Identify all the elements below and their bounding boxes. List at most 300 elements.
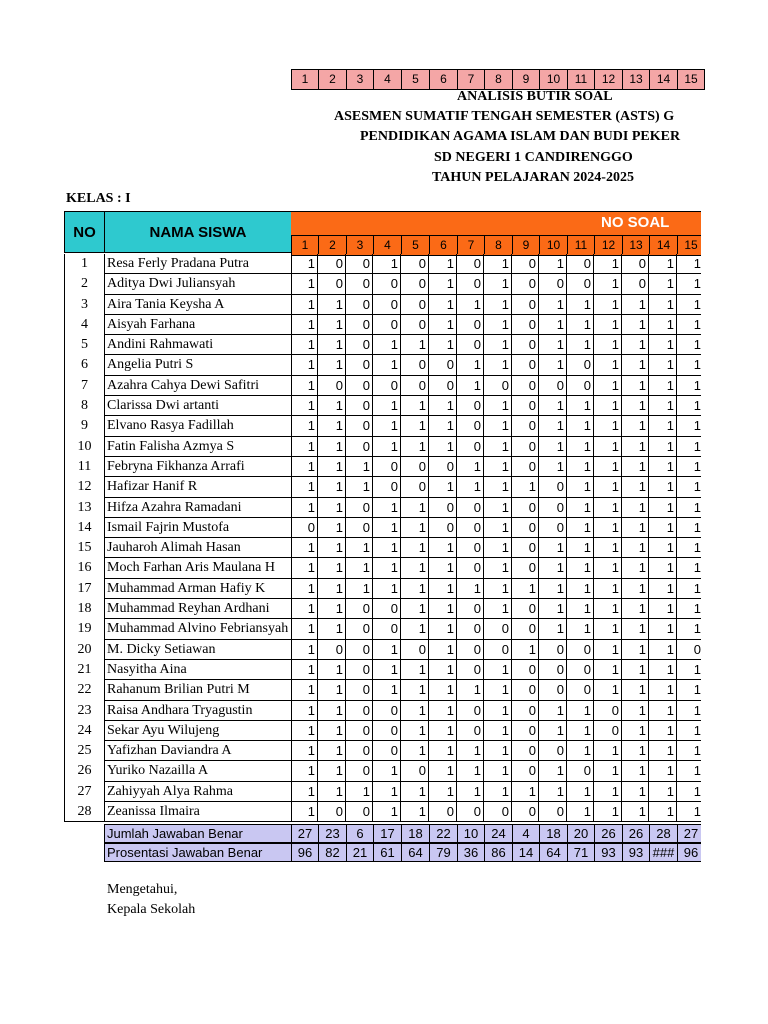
answer-score-cell: 0	[373, 477, 401, 497]
answer-score-cell: 0	[512, 660, 539, 680]
answer-score-cell: 1	[318, 498, 346, 518]
answer-score-cell: 0	[457, 619, 484, 639]
answer-score-cell: 1	[567, 437, 594, 457]
answer-score-cell: 1	[457, 741, 484, 761]
answer-score-cell: 0	[512, 538, 539, 558]
answer-score-cell: 1	[594, 315, 622, 335]
answer-score-cell: 1	[649, 802, 677, 822]
answer-score-cell: 1	[318, 457, 346, 477]
answer-score-cell: 1	[484, 457, 512, 477]
student-name: Andini Rahmawati	[105, 335, 292, 355]
answer-score-cell: 1	[318, 558, 346, 578]
answer-score-cell: 1	[649, 538, 677, 558]
answer-score-cell: 1	[567, 457, 594, 477]
answer-score-cell: 1	[622, 355, 649, 375]
answer-score-cell: 1	[567, 396, 594, 416]
answer-score-cell: 1	[373, 640, 401, 660]
question-number: 10	[540, 236, 568, 254]
answer-score-cell: 0	[373, 457, 401, 477]
answer-score-cell: 1	[484, 355, 512, 375]
answer-score-cell: 1	[594, 295, 622, 315]
top-question-number: 10	[540, 70, 568, 89]
question-number: 9	[513, 236, 540, 254]
sum-correct-cell: 4	[513, 824, 540, 843]
answer-score-cell: 1	[677, 274, 701, 294]
student-number: 26	[64, 761, 105, 781]
answer-score-cell: 0	[512, 680, 539, 700]
answer-score-cell: 1	[429, 254, 457, 274]
answer-score-cell: 0	[346, 680, 373, 700]
sum-correct-cell: 17	[374, 824, 402, 843]
answer-score-cell: 1	[539, 254, 567, 274]
answer-score-cell: 1	[291, 782, 318, 802]
answer-score-cell: 1	[567, 701, 594, 721]
answer-score-cell: 1	[318, 619, 346, 639]
answer-score-cell: 1	[291, 558, 318, 578]
answer-score-cell: 1	[318, 355, 346, 375]
answer-score-cell: 1	[567, 498, 594, 518]
answer-score-cell: 1	[429, 437, 457, 457]
answer-score-cell: 0	[373, 619, 401, 639]
answer-score-cell: 1	[622, 437, 649, 457]
answer-score-cell: 1	[677, 477, 701, 497]
answer-score-cell: 0	[484, 802, 512, 822]
answer-score-cell: 1	[539, 721, 567, 741]
answer-score-cell: 1	[677, 498, 701, 518]
doc-subtitle-school: SD NEGERI 1 CANDIRENGGO	[434, 150, 633, 165]
answer-score-cell: 0	[539, 518, 567, 538]
student-number: 8	[64, 396, 105, 416]
answer-score-cell: 1	[484, 335, 512, 355]
answer-score-cell: 0	[346, 254, 373, 274]
answer-score-cell: 1	[429, 701, 457, 721]
answer-score-cell: 1	[539, 355, 567, 375]
student-number: 20	[64, 640, 105, 660]
answer-score-cell: 1	[291, 498, 318, 518]
question-number: 8	[485, 236, 513, 254]
answer-score-cell: 1	[484, 437, 512, 457]
answer-score-cell: 1	[539, 579, 567, 599]
answer-score-cell: 1	[429, 396, 457, 416]
student-number: 24	[64, 721, 105, 741]
answer-score-cell: 1	[291, 579, 318, 599]
sum-correct-cell: 22	[430, 824, 458, 843]
percentage-cell: 36	[458, 843, 485, 862]
answer-score-cell: 1	[622, 335, 649, 355]
answer-score-cell: 0	[539, 741, 567, 761]
student-name: Muhammad Arman Hafiy K	[105, 579, 292, 599]
answer-score-cell: 0	[539, 640, 567, 660]
answer-score-cell: 1	[622, 396, 649, 416]
answer-score-cell: 1	[594, 802, 622, 822]
answer-score-cell: 0	[373, 721, 401, 741]
answer-score-cell: 0	[457, 721, 484, 741]
answer-score-cell: 0	[346, 701, 373, 721]
answer-score-cell: 1	[622, 802, 649, 822]
header-nama-siswa: NAMA SISWA	[104, 211, 292, 253]
answer-score-cell: 0	[401, 376, 429, 396]
answer-score-cell: 0	[346, 741, 373, 761]
answer-score-cell: 1	[677, 619, 701, 639]
student-number: 4	[64, 315, 105, 335]
answer-score-cell: 1	[677, 579, 701, 599]
student-name: Muhammad Alvino Febriansyah	[105, 619, 292, 639]
answer-score-cell: 1	[567, 802, 594, 822]
answer-score-cell: 1	[429, 416, 457, 436]
answer-score-cell: 1	[291, 396, 318, 416]
answer-score-cell: 1	[291, 355, 318, 375]
student-number: 9	[64, 416, 105, 436]
question-number: 5	[402, 236, 430, 254]
answer-score-cell: 1	[291, 599, 318, 619]
percentage-cell: 21	[347, 843, 374, 862]
answer-score-cell: 1	[649, 477, 677, 497]
answer-score-cell: 1	[677, 558, 701, 578]
answer-score-cell: 0	[457, 701, 484, 721]
student-number: 28	[64, 802, 105, 822]
answer-score-cell: 0	[512, 741, 539, 761]
answer-score-cell: 1	[594, 680, 622, 700]
answer-score-cell: 1	[649, 254, 677, 274]
answer-score-cell: 1	[318, 761, 346, 781]
answer-score-cell: 1	[291, 457, 318, 477]
answer-score-cell: 1	[677, 721, 701, 741]
answer-score-cell: 1	[401, 619, 429, 639]
doc-subtitle-exam: ASESMEN SUMATIF TENGAH SEMESTER (ASTS) G	[334, 109, 675, 124]
doc-subtitle-year: TAHUN PELAJARAN 2024-2025	[432, 170, 634, 185]
answer-score-cell: 1	[346, 558, 373, 578]
answer-score-cell: 1	[401, 599, 429, 619]
answer-score-cell: 1	[373, 579, 401, 599]
answer-score-cell: 1	[484, 701, 512, 721]
answer-score-cell: 1	[622, 640, 649, 660]
answer-score-cell: 1	[649, 660, 677, 680]
answer-score-cell: 1	[622, 477, 649, 497]
answer-score-cell: 0	[512, 274, 539, 294]
answer-score-cell: 1	[677, 802, 701, 822]
student-name: Hafizar Hanif R	[105, 477, 292, 497]
question-number: 7	[458, 236, 485, 254]
answer-score-cell: 0	[346, 660, 373, 680]
answer-score-cell: 1	[291, 437, 318, 457]
answer-score-cell: 0	[346, 315, 373, 335]
answer-score-cell: 1	[484, 558, 512, 578]
student-number: 5	[64, 335, 105, 355]
answer-score-cell: 0	[401, 457, 429, 477]
top-question-number: 5	[402, 70, 430, 89]
top-question-number: 3	[347, 70, 374, 89]
answer-score-cell: 1	[649, 518, 677, 538]
answer-score-cell: 1	[291, 538, 318, 558]
answer-score-cell: 1	[594, 538, 622, 558]
answer-score-cell: 1	[429, 640, 457, 660]
answer-score-cell: 0	[512, 518, 539, 538]
student-name: Febryna Fikhanza Arrafi	[105, 457, 292, 477]
answer-score-cell: 0	[539, 660, 567, 680]
answer-score-cell: 1	[291, 761, 318, 781]
sum-correct-cell: 18	[402, 824, 430, 843]
answer-score-cell: 1	[594, 335, 622, 355]
answer-score-cell: 1	[373, 416, 401, 436]
student-number: 13	[64, 498, 105, 518]
answer-score-cell: 1	[539, 457, 567, 477]
answer-score-cell: 0	[512, 355, 539, 375]
answer-score-cell: 1	[677, 295, 701, 315]
answer-score-cell: 0	[429, 802, 457, 822]
answer-score-cell: 0	[457, 254, 484, 274]
answer-score-cell: 1	[622, 518, 649, 538]
answer-score-cell: 1	[594, 477, 622, 497]
student-number: 6	[64, 355, 105, 375]
percentage-cell: 96	[292, 843, 319, 862]
answer-score-cell: 1	[484, 761, 512, 781]
answer-score-cell: 1	[484, 477, 512, 497]
answer-score-cell: 1	[401, 437, 429, 457]
answer-score-cell: 1	[649, 274, 677, 294]
answer-score-cell: 1	[373, 355, 401, 375]
header-no: NO	[64, 211, 105, 253]
student-name: Moch Farhan Aris Maulana H	[105, 558, 292, 578]
top-question-number: 13	[623, 70, 650, 89]
answer-score-cell: 0	[512, 619, 539, 639]
top-question-number: 7	[458, 70, 485, 89]
student-name: Aditya Dwi Juliansyah	[105, 274, 292, 294]
answer-score-cell: 1	[457, 782, 484, 802]
question-number: 4	[374, 236, 402, 254]
answer-score-cell: 0	[346, 761, 373, 781]
answer-score-cell: 1	[318, 437, 346, 457]
student-name: Elvano Rasya Fadillah	[105, 416, 292, 436]
answer-score-cell: 0	[539, 680, 567, 700]
answer-score-cell: 0	[346, 396, 373, 416]
answer-score-cell: 0	[457, 437, 484, 457]
answer-score-cell: 1	[484, 315, 512, 335]
answer-score-cell: 1	[567, 721, 594, 741]
answer-score-cell: 1	[401, 396, 429, 416]
answer-score-cell: 1	[622, 701, 649, 721]
answer-score-cell: 1	[622, 660, 649, 680]
answer-score-cell: 1	[401, 518, 429, 538]
answer-score-cell: 1	[484, 396, 512, 416]
answer-score-cell: 1	[594, 254, 622, 274]
answer-score-cell: 0	[457, 558, 484, 578]
sum-correct-cell: 18	[540, 824, 568, 843]
answer-score-cell: 1	[401, 660, 429, 680]
answer-score-cell: 1	[649, 680, 677, 700]
question-number: 12	[595, 236, 623, 254]
answer-score-cell: 1	[677, 335, 701, 355]
answer-score-cell: 1	[401, 680, 429, 700]
answer-score-cell: 1	[649, 437, 677, 457]
answer-score-cell: 1	[649, 335, 677, 355]
sum-correct-row	[104, 824, 701, 843]
answer-score-cell: 1	[677, 741, 701, 761]
answer-score-cell: 1	[512, 640, 539, 660]
answer-score-cell: 1	[484, 254, 512, 274]
question-number: 1	[292, 236, 319, 254]
top-question-number: 8	[485, 70, 513, 89]
answer-score-cell: 1	[622, 579, 649, 599]
answer-score-cell: 1	[318, 335, 346, 355]
answer-score-cell: 1	[622, 599, 649, 619]
answer-score-cell: 1	[677, 680, 701, 700]
answer-score-cell: 1	[291, 721, 318, 741]
answer-score-cell: 0	[512, 721, 539, 741]
answer-score-cell: 1	[429, 721, 457, 741]
answer-score-cell: 0	[429, 376, 457, 396]
answer-score-cell: 1	[318, 680, 346, 700]
percentage-row	[104, 843, 701, 862]
answer-score-cell: 1	[677, 437, 701, 457]
answer-score-cell: 1	[429, 315, 457, 335]
answer-score-cell: 1	[291, 335, 318, 355]
answer-score-cell: 1	[484, 782, 512, 802]
answer-score-cell: 1	[346, 782, 373, 802]
answer-score-cell: 1	[677, 376, 701, 396]
answer-score-cell: 1	[401, 701, 429, 721]
student-name: Yuriko Nazailla A	[105, 761, 292, 781]
doc-title: ANALISIS BUTIR SOAL	[457, 89, 613, 104]
student-name: Clarissa Dwi artanti	[105, 396, 292, 416]
student-name: Yafizhan Daviandra A	[105, 741, 292, 761]
doc-subtitle-subject: PENDIDIKAN AGAMA ISLAM DAN BUDI PEKER	[360, 129, 681, 144]
answer-score-cell: 0	[346, 599, 373, 619]
answer-score-cell: 1	[346, 457, 373, 477]
answer-score-cell: 0	[512, 416, 539, 436]
student-number: 11	[64, 457, 105, 477]
answer-score-cell: 0	[484, 619, 512, 639]
answer-score-cell: 1	[567, 295, 594, 315]
student-name: Azahra Cahya Dewi Safitri	[105, 376, 292, 396]
answer-score-cell: 1	[539, 335, 567, 355]
student-number: 16	[64, 558, 105, 578]
answer-score-cell: 1	[567, 782, 594, 802]
answer-score-cell: 0	[512, 437, 539, 457]
answer-score-cell: 0	[622, 254, 649, 274]
student-number: 21	[64, 660, 105, 680]
answer-score-cell: 1	[291, 477, 318, 497]
answer-score-cell: 1	[594, 355, 622, 375]
answer-score-cell: 0	[429, 457, 457, 477]
student-number: 15	[64, 538, 105, 558]
answer-score-cell: 1	[594, 599, 622, 619]
answer-score-cell: 1	[291, 254, 318, 274]
student-name: Zeanissa Ilmaira	[105, 802, 292, 822]
answer-score-cell: 1	[346, 477, 373, 497]
answer-score-cell: 1	[677, 599, 701, 619]
answer-score-cell: 1	[649, 599, 677, 619]
question-number: 3	[347, 236, 374, 254]
answer-score-cell: 1	[401, 335, 429, 355]
answer-score-cell: 0	[401, 761, 429, 781]
answer-score-cell: 1	[484, 599, 512, 619]
answer-score-cell: 1	[539, 315, 567, 335]
answer-score-cell: 0	[318, 640, 346, 660]
answer-score-cell: 0	[457, 518, 484, 538]
answer-score-cell: 1	[539, 619, 567, 639]
answer-score-cell: 1	[429, 274, 457, 294]
answer-score-cell: 0	[594, 721, 622, 741]
answer-score-cell: 0	[429, 355, 457, 375]
answer-score-cell: 1	[373, 782, 401, 802]
answer-score-cell: 1	[622, 295, 649, 315]
answer-score-cell: 1	[484, 518, 512, 538]
answer-score-cell: 0	[401, 640, 429, 660]
answer-score-cell: 1	[429, 619, 457, 639]
answer-score-cell: 1	[567, 416, 594, 436]
answer-score-cell: 1	[373, 518, 401, 538]
answer-score-cell: 0	[346, 498, 373, 518]
answer-score-cell: 1	[567, 518, 594, 538]
answer-score-cell: 0	[484, 640, 512, 660]
answer-score-cell: 1	[649, 457, 677, 477]
answer-score-cell: 1	[484, 498, 512, 518]
percentage-cell: ###	[650, 843, 678, 862]
sum-correct-cell: 26	[623, 824, 650, 843]
answer-score-cell: 1	[373, 761, 401, 781]
answer-score-cell: 0	[429, 518, 457, 538]
student-name: Fatin Falisha Azmya S	[105, 437, 292, 457]
answer-score-cell: 1	[594, 558, 622, 578]
answer-score-cell: 1	[429, 335, 457, 355]
student-number: 3	[64, 295, 105, 315]
answer-score-cell: 0	[401, 295, 429, 315]
answer-score-cell: 0	[457, 335, 484, 355]
answer-score-cell: 1	[594, 660, 622, 680]
answer-score-cell: 0	[401, 274, 429, 294]
answer-score-cell: 1	[567, 619, 594, 639]
answer-score-cell: 0	[457, 660, 484, 680]
answer-score-cell: 1	[567, 741, 594, 761]
answer-score-cell: 0	[291, 518, 318, 538]
sum-correct-cell: 26	[595, 824, 623, 843]
answer-score-cell: 1	[649, 619, 677, 639]
summary-label: Prosentasi Jawaban Benar	[104, 843, 292, 862]
student-number: 27	[64, 782, 105, 802]
answer-score-cell: 1	[484, 538, 512, 558]
answer-score-cell: 1	[457, 376, 484, 396]
answer-score-cell: 1	[567, 315, 594, 335]
answer-score-cell: 1	[346, 579, 373, 599]
answer-score-cell: 0	[539, 477, 567, 497]
answer-score-cell: 0	[373, 295, 401, 315]
answer-score-cell: 1	[373, 396, 401, 416]
answer-score-cell: 0	[346, 640, 373, 660]
answer-score-cell: 1	[649, 701, 677, 721]
answer-score-cell: 1	[401, 802, 429, 822]
answer-score-cell: 1	[594, 741, 622, 761]
answer-score-cell: 0	[512, 802, 539, 822]
answer-score-cell: 1	[649, 640, 677, 660]
answer-score-cell: 1	[291, 376, 318, 396]
answer-score-cell: 1	[622, 416, 649, 436]
answer-score-cell: 0	[373, 274, 401, 294]
answer-score-cell: 0	[567, 376, 594, 396]
answer-score-cell: 1	[594, 457, 622, 477]
answer-score-cell: 0	[512, 498, 539, 518]
answer-score-cell: 1	[594, 416, 622, 436]
question-number: 6	[430, 236, 458, 254]
answer-score-cell: 1	[457, 579, 484, 599]
answer-score-cell: 1	[291, 274, 318, 294]
answer-score-cell: 1	[318, 701, 346, 721]
answer-score-cell: 0	[373, 701, 401, 721]
answer-score-cell: 0	[539, 802, 567, 822]
top-question-number: 9	[513, 70, 540, 89]
answer-score-cell: 0	[373, 315, 401, 335]
answer-score-cell: 1	[677, 355, 701, 375]
percentage-cell: 14	[513, 843, 540, 862]
